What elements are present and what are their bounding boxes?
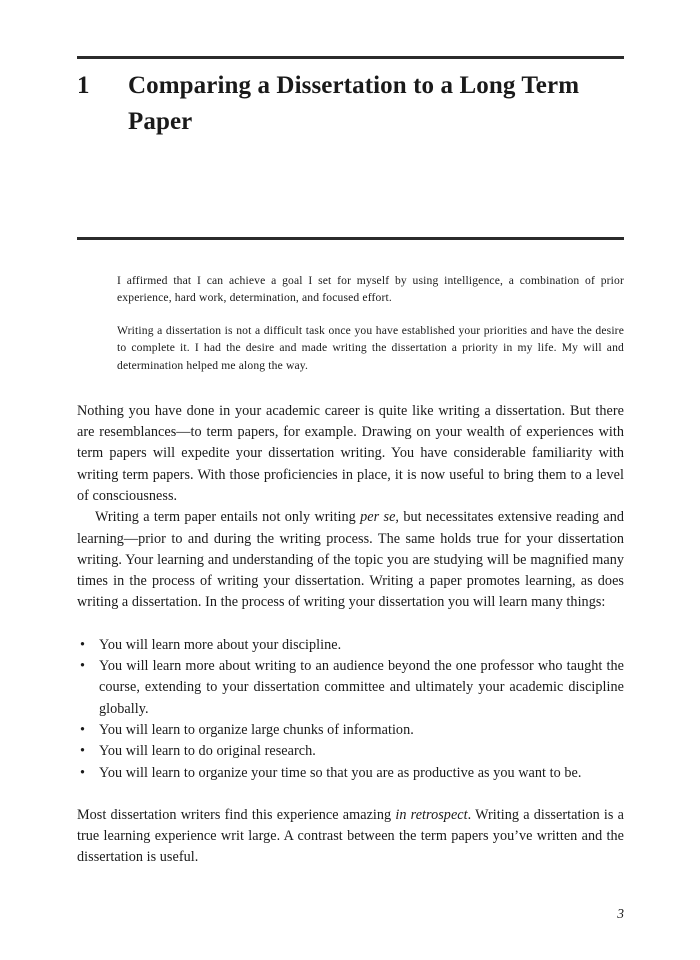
list-item	[77, 763, 624, 784]
page-number: 3	[617, 906, 624, 921]
paragraph-three-emphasis: in retrospect	[395, 806, 468, 823]
paragraph-two-tail: but necessitates extensive reading and learning—prior to and during the writing process. The same holds true for your dissertation writing. Your learning and understanding of the topic you are studying will be magnified many times in the process of writing your dissertation. Writing a paper promotes learning, as does writing a dissertation. In the process of writing your dissertation you will learn many things:	[77, 509, 624, 611]
learning-outcomes-list	[77, 635, 624, 784]
list-item	[77, 635, 624, 656]
list-item-label: You will learn more about your discipline.	[99, 636, 342, 653]
chapter-title: Comparing a Dissertation to a Long Term Paper	[128, 72, 580, 135]
list-item-label: You will learn to do original research.	[99, 743, 316, 760]
paragraph-three-lead: Most dissertation writers find this experience amazing	[77, 806, 396, 823]
bullet-icon: •	[80, 764, 86, 781]
body-content	[77, 272, 624, 869]
bullet-icon: •	[80, 658, 86, 675]
paragraph-three-tail: . Writing a dissertation is a true learning experience writ large. A contrast between the term papers you’ve written and the dissertation is useful.	[77, 806, 624, 866]
list-item	[77, 741, 624, 762]
epigraph-first: I affirmed that I can achieve a goal I set for myself by using intelligence, a combination of prior experience, hard work, determination, and focused effort.	[117, 274, 624, 305]
chapter-rule-bottom	[77, 237, 624, 240]
list-item-label: You will learn more about writing to an audience beyond the one professor who taught the course, extending to your dissertation committee and ultimately your academic discipline globally.	[99, 658, 624, 717]
chapter-number: 1	[77, 72, 90, 99]
bullet-icon: •	[80, 743, 86, 760]
paragraph-two	[77, 507, 624, 613]
paragraph-three	[77, 805, 624, 869]
list-item	[77, 656, 624, 720]
chapter-heading	[77, 68, 637, 139]
paragraph-two-lead: Writing a term paper entails not only writing	[95, 509, 361, 526]
list-item-label: You will learn to organize your time so that you are as productive as you want to be.	[99, 764, 582, 781]
paragraph-two-emphasis: per se,	[360, 509, 400, 526]
list-item-label: You will learn to organize large chunks of information.	[99, 721, 414, 738]
bullet-icon: •	[80, 721, 86, 738]
chapter-rule-top	[77, 56, 624, 59]
epigraph-second: Writing a dissertation is not a difficult task once you have established your priorities and have the desire to complete it. I had the desire and made writing the dissertation a priority in my life. My will and determination helped me along the way.	[117, 324, 624, 372]
list-item	[77, 720, 624, 741]
paragraph-one: Nothing you have done in your academic career is quite like writing a dissertation. But there are resemblances—to term papers, for example. Drawing on your wealth of experiences with term papers will expedite your dissertation writing. You have considerable familiarity with writing term papers. With those proficiencies in place, it is now useful to bring them to a level of consciousness.	[77, 402, 624, 504]
bullet-icon: •	[80, 636, 86, 653]
